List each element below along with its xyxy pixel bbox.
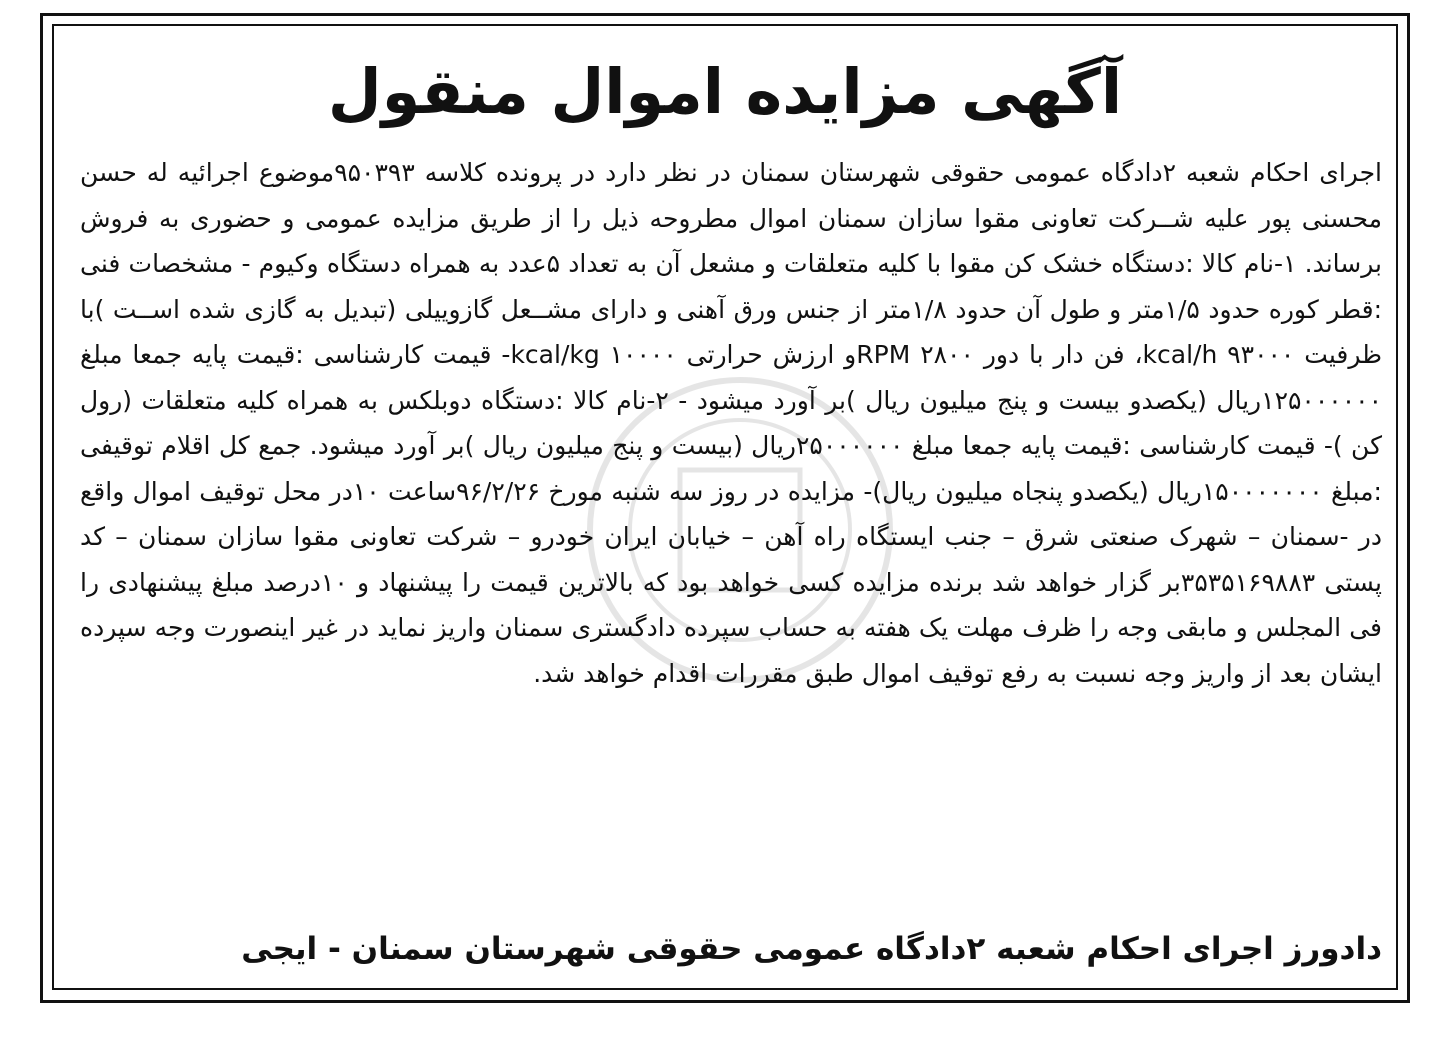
notice-body: اجرای احکام شعبه ۲دادگاه عمومی حقوقی شهرستان سمنان در نظر دارد در پرونده کلاسه ۹۵۰۳۹۳موضوع اجرائیه له حسن محسنی پور علیه شــرکت تعاونی مقوا سازان سمنان اموال مطروحه ذیل را از طریق مزایده عمومی و حضوری به فروش برساند. ۱-نام کالا :دستگاه خشک کن مقوا با کلیه متعلقات و مشعل آن به تعداد ۵عدد به همراه دستگاه وکیوم - مشخصات فنی :قطر کوره حدود ۱/۵متر و طول آن حدود ۱/۸متر از جنس ورق آهنی و دارای مشــعل گازوییلی (تبدیل به گازی شده اســت )با ظرفیت kcal/h ۹۳۰۰۰، فن دار با دور RPM ۲۸۰۰و ارزش حرارتی kcal/kg ۱۰۰۰۰- قیمت کارشناسی :قیمت پایه جمعا مبلغ ۱۲۵۰۰۰۰۰۰ریال (یکصدو بیست و پنج میلیون ریال )بر آورد میشود - ۲-نام کالا :دستگاه دوبلکس به همراه کلیه متعلقات (رول کن )- قیمت کارشناسی :قیمت پایه جمعا مبلغ ۲۵۰۰۰۰۰۰ریال (بیست و پنج میلیون ریال )بر آورد میشود. جمع کل اقلام توقیفی :مبلغ ۱۵۰۰۰۰۰۰۰ریال (یکصدو پنجاه میلیون ریال)- مزایده در روز سه شنبه مورخ ۹۶/۲/۲۶ساعت ۱۰در محل توقیف اموال واقع در -سمنان – شهرک صنعتی شرق – جنب ایستگاه راه آهن – خیابان ایران خودرو – شرکت تعاونی مقوا سازان سمنان – کد پستی ۳۵۳۵۱۶۹۸۸۳بر گزار خواهد شد برنده مزایده کسی خواهد بود که بالاترین قیمت را پیشنهاد و ۱۰درصد مبلغ پیشنهادی را فی المجلس و مابقی وجه را ظرف مهلت یک هفته به حساب سپرده دادگستری سمنان واریز نماید در غیر اینصورت وجه سپرده ایشان بعد از واریز وجه نسبت به رفع توقیف اموال طبق مقررات اقدام خواهد شد. xyxy=(80,158,1383,688)
notice-signature: دادورز اجرای احکام شعبه ۲دادگاه عمومی حقوقی شهرستان سمنان - ایجی xyxy=(241,931,1382,967)
notice-title: آگهی مزایده اموال منقول xyxy=(327,55,1123,128)
